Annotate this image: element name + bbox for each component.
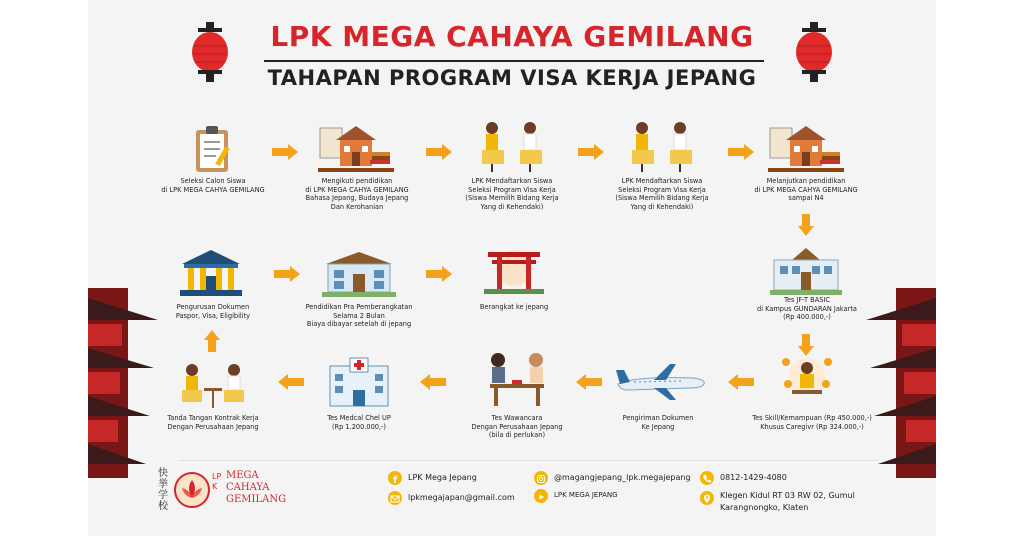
arrow-left-icon xyxy=(278,374,304,390)
arrow-right-icon xyxy=(426,144,452,160)
footer-logo xyxy=(158,466,298,526)
interview-table-icon xyxy=(482,350,552,408)
infographic-poster xyxy=(88,0,936,536)
arrow-left-icon xyxy=(728,374,754,390)
clipboard-checklist-icon xyxy=(192,124,234,174)
arrow-left-icon xyxy=(420,374,446,390)
logo-side-text: LPK xyxy=(212,472,222,491)
arrow-right-icon xyxy=(578,144,604,160)
arrow-left-icon xyxy=(576,374,602,390)
step-1-caption: Seleksi Calon Siswa di LPK MEGA CAHYA GEMILANG xyxy=(161,177,265,194)
page-subtitle: TAHAPAN PROGRAM VISA KERJA JEPANG xyxy=(267,66,757,90)
interview-chairs-icon xyxy=(626,120,698,174)
training-building-icon xyxy=(322,250,396,298)
address-line-2: Karangnongko, Klaten xyxy=(720,503,809,512)
page-title: LPK MEGA CAHAYA GEMILANG xyxy=(270,20,754,53)
youtube-icon[interactable] xyxy=(534,489,548,503)
step-4-caption: LPK Mendaftarkan Siswa Seleksi Program Visa Kerja (Siswa Memilih Bidang Kerja Yang di Kehendaki) xyxy=(615,177,709,211)
school-building-icon xyxy=(770,246,842,296)
pagoda-left-icon xyxy=(88,268,158,478)
step-14-caption: Berangkat ke jepang xyxy=(479,303,549,311)
logo-line-1: MEGA xyxy=(226,470,259,481)
school-books-icon xyxy=(318,122,394,176)
logo-line-2: CAHAYA xyxy=(226,482,270,493)
instagram-icon[interactable] xyxy=(534,471,548,485)
step-11-caption: Tanda Tangan Kontrak Kerja Dengan Perusahaan Jepang xyxy=(167,414,259,431)
step-8-caption: Pengiriman Dokumen Ke Jepang xyxy=(622,414,694,431)
address xyxy=(720,490,855,514)
email-icon[interactable] xyxy=(388,491,402,505)
arrow-up-icon xyxy=(204,330,220,352)
school-books-icon xyxy=(768,122,844,176)
title-divider xyxy=(264,60,764,62)
step-2-caption: Mengikuti pendidikan di LPK MEGA CAHYA GEMILANG Bahasa Jepang, Budaya Jepang Dan Kerohanian xyxy=(305,177,409,211)
contract-signing-icon xyxy=(178,362,248,412)
footer-divider xyxy=(178,460,878,461)
email-link[interactable]: lpkmegajapan@gmail.com xyxy=(408,493,515,502)
airplane-icon xyxy=(614,362,708,402)
lotus-logo-icon xyxy=(174,472,210,508)
step-10-caption: Tes Medcal Chel UP (Rp 1.200.000,-) xyxy=(327,414,391,431)
step-5-caption: Melanjutkan pendidikan di LPK MEGA CAHYA GEMILANG sampai N4 xyxy=(754,177,858,203)
pagoda-right-icon xyxy=(866,268,936,478)
arrow-right-icon xyxy=(728,144,754,160)
step-9-caption: Tes Wawancara Dengan Perusahaan Jepang (bila di perlukan) xyxy=(471,414,563,440)
arrow-right-icon xyxy=(426,266,452,282)
step-6-caption: Tes JF-T BASIC di Kampus GUNDARAN Jakarta (Rp 400.000,-) xyxy=(757,296,857,322)
interview-chairs-icon xyxy=(476,120,548,174)
svg-text:f: f xyxy=(393,475,398,486)
arrow-down-icon xyxy=(798,214,814,236)
youtube-link[interactable]: LPK MEGA JEPANG xyxy=(554,491,618,499)
instagram-link[interactable]: @magangjepang_lpk.megajepang xyxy=(554,473,691,482)
step-7-caption: Tes Skill/Kemampuan (Rp 450.000,-) Khusus Caregivr (Rp 324.000,-) xyxy=(752,414,872,431)
logo-kanji: 快挙学校 xyxy=(158,468,168,512)
arrow-right-icon xyxy=(274,266,300,282)
phone-number[interactable]: 0812-1429-4080 xyxy=(720,473,787,482)
arrow-right-icon xyxy=(272,144,298,160)
step-3-caption: LPK Mendaftarkan Siswa Seleksi Program Visa Kerja (Siswa Memilih Bidang Kerja Yang di Kehendaki) xyxy=(465,177,559,211)
address-line-1: Klegen Kidul RT 03 RW 02, Gumul xyxy=(720,491,855,500)
hospital-icon xyxy=(326,356,392,410)
logo-line-3: GEMILANG xyxy=(226,494,287,505)
step-12-caption: Pengurusan Dokumen Paspor, Visa, Eligibility xyxy=(175,303,251,320)
facebook-icon[interactable] xyxy=(388,471,402,485)
torii-gate-icon xyxy=(484,246,544,296)
facebook-link[interactable]: LPK Mega Jepang xyxy=(408,473,477,482)
phone-icon[interactable] xyxy=(700,471,714,485)
arrow-down-icon xyxy=(798,334,814,356)
skills-person-icon xyxy=(778,354,836,408)
government-building-icon xyxy=(178,248,244,298)
location-icon xyxy=(700,491,714,505)
step-13-caption: Pendidikan Pra Pemberangkatan Selama 2 Bulan Biaya dibayar setelah di jepang xyxy=(305,303,413,329)
